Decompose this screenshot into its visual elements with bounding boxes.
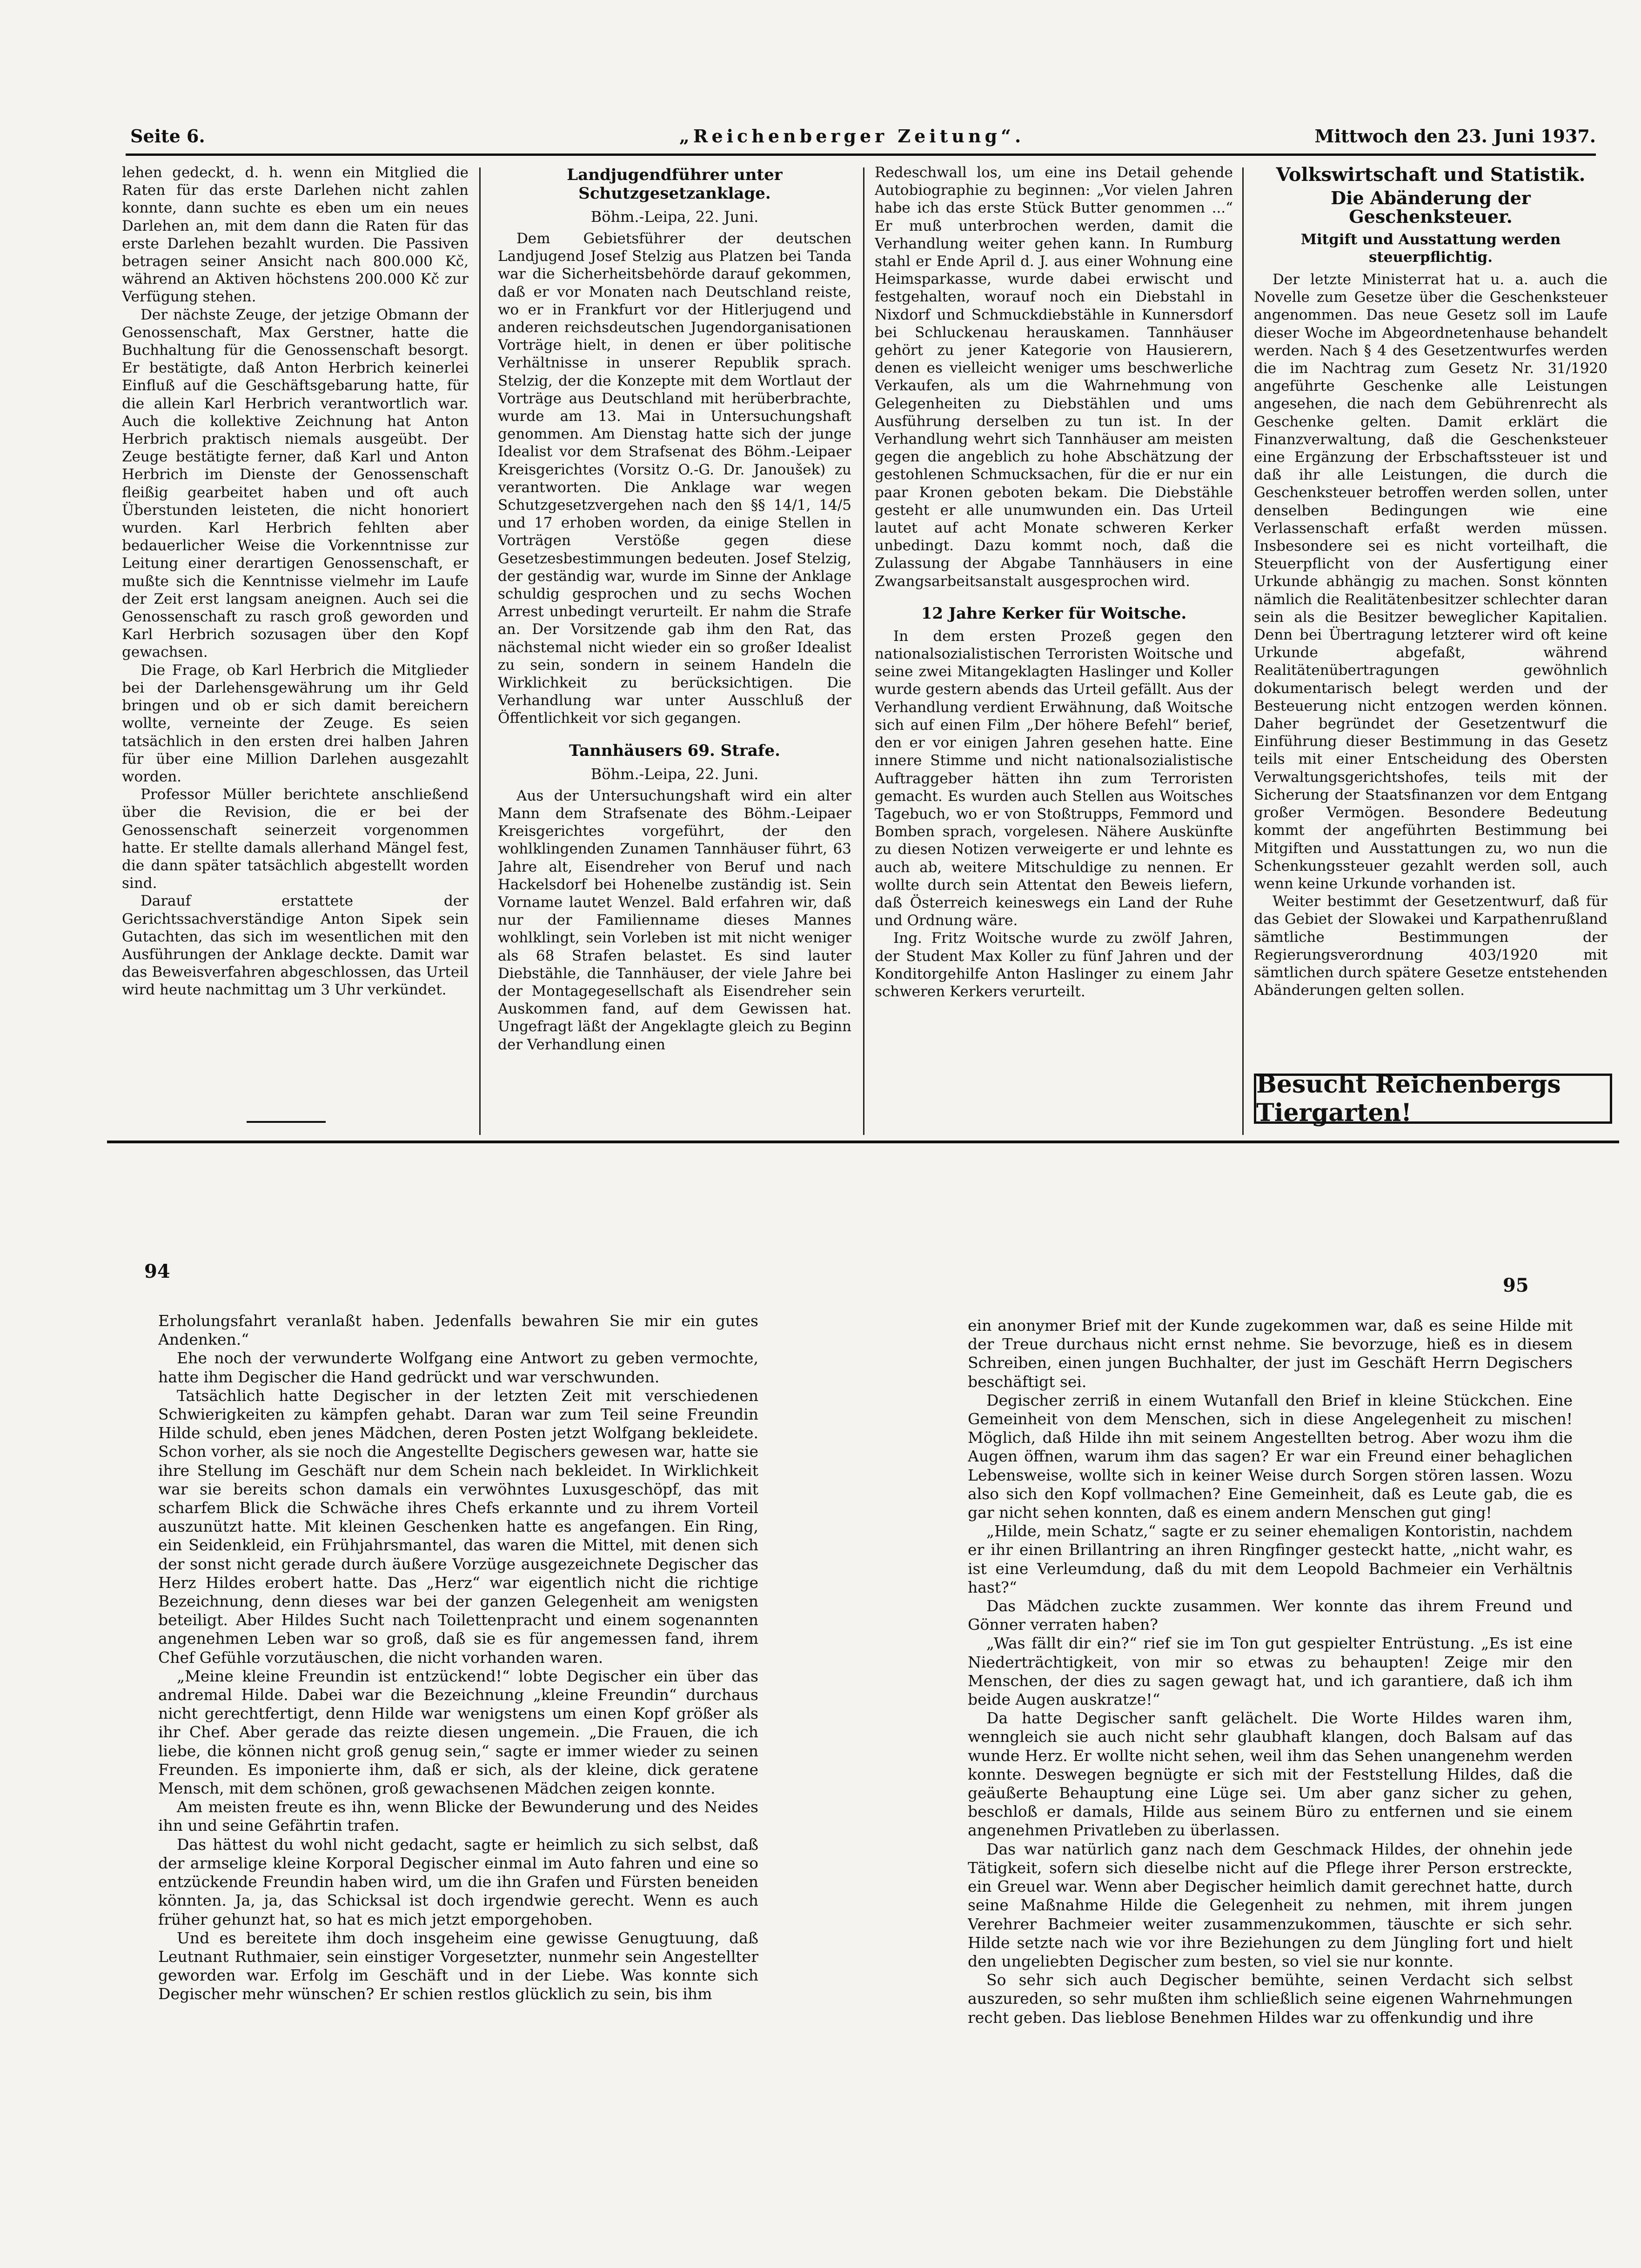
column-3 xyxy=(875,164,1233,1117)
col3-paragraph: In dem ersten Prozeß gegen den nationalsozialistischen Terroristen Woitsche und seine zwei Mitangeklagten Haslinger und Koller wurde gestern abends das Urteil gefällt. Aus der Verhandlung verdient Erwähnung, daß Woitsche sich auf einen Film „Der höhere Befehl“ berief, den er vor einigen Jahren gesehen hatte. Eine innere Stimme und nicht nationalsozialistische Auftraggeber hätten ihn zum Terroristen gemacht. Es wurden auch Stellen aus Woitsches Tagebuch, wo er von Stoßtrupps, Femmord und Bomben sprach, vorgelesen. Nähere Auskünfte zu diesen Notizen verweigerte er und lehnte es auch ab, weitere Mitschuldige zu nennen. Er wollte durch sein Attentat den Beweis liefern, daß Österreich keineswegs ein Land der Ruhe und Ordnung wäre. xyxy=(875,627,1233,929)
novel-paragraph: Und es bereitete ihm doch insgeheim eine gewisse Genugtuung, daß Leutnant Ruthmaier, sein einstiger Vorgesetzter, nunmehr sein Angestellter geworden war. Erfolg im Geschäft und in der Liebe. Was konnte sich Degischer mehr wünschen? Er schien restlos glücklich zu sein, bis ihm xyxy=(158,1928,758,2003)
col3-paragraph: Redeschwall los, um eine ins Detail gehende Autobiographie zu beginnen: „Vor vielen Jahren habe ich das erste Stück Butter genommen ...“ Er muß unterbrochen werden, damit die Verhandlung weiter gehen kann. In Rumburg stahl er Ende April d. J. aus einer Wohnung eine Heimsparkasse, wurde dabei erwischt und festgehalten, worauf noch ein Diebstahl in Nixdorf und Schmuckdiebstähle in Kunnersdorf bei Schluckenau herauskamen. Tannhäuser gehört zu jener Kategorie von Hausierern, denen es vielleicht weniger ums beschwerliche Verkaufen, als um die Wahrnehmung von Gelegenheiten zu Diebstählen und ums Ausführung derselben zu tun ist. In der Verhandlung wehrt sich Tannhäuser am meisten gegen die angeblich zu hohe Abschätzung der gestohlenen Schmucksachen, für die er nur ein paar Kronen geboten bekam. Die Diebstähle gesteht er alle unumwunden ein. Das Urteil lautet auf acht Monate schweren Kerker unbedingt. Dazu kommt noch, daß die Zulassung der Abgabe Tannhäusers in eine Zwangsarbeitsanstalt ausgesprochen wird. xyxy=(875,164,1233,590)
novel-left-page xyxy=(158,1312,758,2186)
novel-paragraph: Tatsächlich hatte Degischer in der letzten Zeit mit verschiedenen Schwierigkeiten zu kämpfen gehabt. Daran war zum Teil seine Freundin Hilde schuld, eben jenes Mädchen, deren Posten jetzt Wolfgang bekleidete. Schon vorher, als sie noch die Angestellte Degischers gewesen war, hatte sie ihre Stellung im Geschäft nur dem Schein nach bekleidet. In Wirklichkeit war sie bereits schon damals ein verwöhntes Luxusgeschöpf, das mit scharfem Blick die Schwäche ihres Chefs erkannte und zu ihrem Vorteil auszunützt hatte. Mit kleinen Geschenken hatte es angefangen. Ein Ring, ein Seidenkleid, ein Frühjahrsmantel, das waren die Mittel, mit denen sich der sonst nicht gerade durch äußere Vorzüge ausgezeichnete Degischer das Herz Hildes erobert hatte. Das „Herz“ war eigentlich nicht die richtige Bezeichnung, denn dieses war bei der ganzen Gelegenheit am wenigsten beteiligt. Aber Hildes Sucht nach Toilettenpracht und einem sogenannten angenehmen Leben war so groß, daß sie es für angemessen fand, ihrem Chef Gefühle vorzutäuschen, die nicht vorhanden waren. xyxy=(158,1386,758,1667)
col1-paragraph: lehen gedeckt, d. h. wenn ein Mitglied die Raten für das erste Darlehen nicht zahlen konnte, dann suchte es eben um ein neues Darlehen an, mit dem dann die Raten für das erste Darlehen bezahlt wurden. Die Passiven betragen seiner Ansicht nach 800.000 Kč, während an Aktiven höchstens 200.000 Kč zur Verfügung stehen. xyxy=(122,164,469,306)
issue-date: Mittwoch den 23. Juni 1937. xyxy=(1314,126,1596,147)
ad-text: Besucht Reichenbergs Tiergarten! xyxy=(1256,1070,1561,1127)
novel-paragraph: „Meine kleine Freundin ist entzückend!“ lobte Degischer ein über das andremal Hilde. Dabei war die Bezeichnung „kleine Freundin“ durchaus nicht gerechtfertigt, denn Hilde war wenigstens um einen Kopf größer als ihr Chef. Aber gerade das reizte diesen ungemein. „Die Frauen, die ich liebe, die können nicht groß genug sein,“ sagte er immer wieder zu seinen Freunden. Es imponierte ihm, daß er sich, als der kleine, dick geratene Mensch, mit dem schönen, groß gewachsenen Mädchen zeigen konnte. xyxy=(158,1667,758,1798)
novel-paragraph: ein anonymer Brief mit der Kunde zugekommen war, daß es seine Hilde mit der Treue durchaus nicht ernst nehme. Sie bevorzuge, hieß es in diesem Schreiben, einen jungen Buchhalter, der just im Geschäft Herrn Degischers beschäftigt sei. xyxy=(968,1316,1573,1391)
column-rule-1 xyxy=(479,167,481,1135)
novel-paragraph: Degischer zerriß in einem Wutanfall den Brief in kleine Stückchen. Eine Gemeinheit von dem Menschen, sich in diese Angelegenheit zu mischen! Möglich, daß Hilde ihn mit seinem Angestellten betrog. Aber wozu ihm die Augen öffnen, warum ihm das sagen? Er war ein Freund einer behaglichen Lebensweise, wollte sich in keiner Weise durch Sorgen stören lassen. Wozu also sich den Kopf vollmachen? Eine Gemeinheit, daß es Leute gab, die es gar nicht sehen konnten, daß es einem andern Menschen gut ging! xyxy=(968,1391,1573,1522)
article-headline: 12 Jahre Kerker für Woitsche. xyxy=(921,604,1187,623)
column-1 xyxy=(122,164,469,1117)
header-rule xyxy=(126,153,1596,156)
page-header xyxy=(130,122,1596,154)
novel-paragraph: Da hatte Degischer sanft gelächelt. Die Worte Hildes waren ihm, wenngleich sie auch nicht sehr glaubhaft klangen, doch Balsam auf das wunde Herz. Er wollte nicht sehen, weil ihm das Sehen unangenehm werden konnte. Deswegen begnügte er sich mit der Feststellung Hildes, daß die geäußerte Behauptung eine Lüge sei. Um aber ganz sicher zu gehen, beschloß er damals, Hilde aus seinem Büro zu entfernen und sie einem angenehmen Privatleben zu überlassen. xyxy=(968,1709,1573,1840)
column-4 xyxy=(1254,164,1608,1047)
novel-paragraph: „Hilde, mein Schatz,“ sagte er zu seiner ehemaligen Kontoristin, nachdem er ihr einen Brillantring an ihren Ringfinger gesteckt hatte, „nicht wahr, es ist eine Verleumdung, daß du mit dem Leopold Bachmeier ein Verhältnis hast?“ xyxy=(968,1522,1573,1596)
article-headline: Tannhäusers 69. Strafe. xyxy=(569,741,780,760)
column-rule-3 xyxy=(1242,167,1244,1135)
col4-paragraph: Der letzte Ministerrat hat u. a. auch die Novelle zum Gesetze über die Geschenksteuer angenommen. Das neue Gesetz soll im Laufe dieser Woche im Abgeordnetenhause behandelt werden. Nach § 4 des Gesetzentwurfes werden die im Nachtrag zum Gesetz Nr. 31/1920 angeführte Geschenke alle Leistungen angesehen, die nach dem Gebührenrecht als Geschenke gelten. Damit erklärt die Finanzverwaltung, daß die Geschenksteuer eine Ergänzung der Erbschaftssteuer ist und daß ihr alle Leistungen, die durch die Geschenksteuer betroffen werden sollen, unter denselben Bedingungen wie eine Verlassenschaft erfaßt werden müssen. Insbesondere sei es nicht vorteilhaft, die Steuerpflicht von der Ausfertigung einer Urkunde abhängig zu machen. Sonst könnten nämlich die Realitätenbesitzer schlechter daran sein als die Besitzer beweglicher Kapitalien. Denn bei Übertragung letzterer wird oft keine Urkunde abgefaßt, während Realitätenübertragungen gewöhnlich dokumentarisch belegt werden und der Besteuerung nicht entzogen werden können. Daher begründet der Gesetzentwurf die Einführung dieser Bestimmung in das Gesetz teils mit einer Entscheidung des Obersten Verwaltungsgerichtshofes, teils mit der Sicherung der Staatsfinanzen vor dem Entgang großer Vermögen. Besondere Bedeutung kommt der angeführten Bestimmung bei Mitgiften und Ausstattungen zu, wo nun die Schenkungssteuer gezahlt werden soll, auch wenn keine Urkunde vorhanden ist. xyxy=(1254,271,1608,892)
novel-right-page xyxy=(968,1316,1573,2191)
section-separator xyxy=(107,1141,1619,1143)
novel-paragraph: Das war natürlich ganz nach dem Geschmack Hildes, der ohnehin jede Tätigkeit, sofern sich dieselbe nicht auf die Pflege ihrer Person erstreckte, ein Greuel war. Wenn aber Degischer heimlich damit gerechnet hatte, durch seine Maßnahme Hilde die Gelegenheit zu nehmen, mit ihrem jungen Verehrer Bachmeier weiter zusammenzukommen, täuschte er sich sehr. Hilde setzte nach wie vor ihre Beziehungen zu dem Jüngling fort und hielt den ungeliebten Degischer zum besten, so viel sie nur konnte. xyxy=(968,1840,1573,1970)
novel-paragraph: Erholungsfahrt veranlaßt haben. Jedenfalls bewahren Sie mir ein gutes Andenken.“ xyxy=(158,1312,758,1349)
novel-page-number-right: 95 xyxy=(1503,1274,1529,1296)
article-headline: Landjugendführer unter Schutzgesetzanklage. xyxy=(567,166,783,203)
col3-paragraph: Ing. Fritz Woitsche wurde zu zwölf Jahren, der Student Max Koller zu fünf Jahren und der Konditorgehilfe Anton Haslinger zu einem Jahr schweren Kerkers verurteilt. xyxy=(875,930,1233,1000)
page-label: Seite 6. xyxy=(130,126,205,147)
column-2 xyxy=(498,164,851,1131)
col1-paragraph: Professor Müller berichtete anschließend über die Revision, die er bei der Genossenschaft seinerzeit vorgenommen hatte. Er stellte damals allerhand Mängel fest, die dann später tatsächlich abgestellt worden sind. xyxy=(122,786,469,892)
section-title: Volkswirtschaft und Statistik. xyxy=(1276,164,1586,186)
column-rule-2 xyxy=(863,167,864,1135)
article-subheadline: Mitgift und Ausstattung werden steuerpflichtig. xyxy=(1300,231,1561,266)
novel-page-number-left: 94 xyxy=(144,1261,170,1282)
col1-end-rule xyxy=(247,1121,326,1123)
novel-paragraph: So sehr sich auch Degischer bemühte, seinen Verdacht sich selbst auszureden, so sehr mußten ihm schließlich seine eigenen Wahrnehmungen recht geben. Das lieblose Benehmen Hildes war zu offenkundig und ihre xyxy=(968,1971,1573,2027)
col1-paragraph: Darauf erstattete der Gerichtssachverständige Anton Sipek sein Gutachten, das sich im wesentlichen mit den Ausführungen der Anklage deckte. Damit war das Beweisverfahren abgeschlossen, das Urteil wird heute nachmittag um 3 Uhr verkündet. xyxy=(122,893,469,999)
novel-paragraph: Das Mädchen zuckte zusammen. Wer konnte das ihrem Freund und Gönner verraten haben? xyxy=(968,1597,1573,1634)
novel-paragraph: Ehe noch der verwunderte Wolfgang eine Antwort zu geben vermochte, hatte ihm Degischer die Hand gedrückt und war verschwunden. xyxy=(158,1349,758,1386)
novel-paragraph: Am meisten freute es ihn, wenn Blicke der Bewunderung und des Neides ihn und seine Gefährtin trafen. xyxy=(158,1798,758,1835)
col4-paragraph: Weiter bestimmt der Gesetzentwurf, daß für das Gebiet der Slowakei und Karpathenrußland sämtliche Bestimmungen der Regierungsverordnung 403/1920 mit sämtlichen durch spätere Gesetze entstehenden Abänderungen gelten sollen. xyxy=(1254,893,1608,999)
article-dateline: Böhm.-Leipa, 22. Juni. xyxy=(590,208,759,226)
col2-paragraph: Aus der Untersuchungshaft wird ein alter Mann dem Strafsenate des Böhm.-Leipaer Kreisgerichtes vorgeführt, der den wohlklingenden Zunamen Tannhäuser führt, 63 Jahre alt, Eisendreher von Beruf und nach Hackelsdorf bei Hohenelbe zuständig ist. Sein Vorname lautet Wenzel. Bald erfahren wir, daß nur der Familienname dieses Mannes wohlklingt, sein Vorleben ist mit nicht weniger als 68 Strafen belastet. Es sind lauter Diebstähle, die Tannhäuser, der viele Jahre bei der Montagegesellschaft als Eisendreher sein Auskommen fand, auf dem Gewissen hat. Ungefragt läßt der Angeklagte gleich zu Beginn der Verhandlung einen xyxy=(498,787,851,1053)
col2-paragraph: Dem Gebietsführer der deutschen Landjugend Josef Stelzig aus Platzen bei Tanda war die Sicherheitsbehörde darauf gekommen, daß er vor Monaten nach Deutschland reiste, wo er in Frankfurt vor der Hitlerjugend und anderen reichsdeutschen Jugendorganisationen Vorträge hielt, in denen er über politische Verhältnisse in unserer Republik sprach. Stelzig, der die Konzepte mit dem Wortlaut der Vorträge aus Deutschland mit herüberbrachte, wurde am 13. Mai in Untersuchungshaft genommen. Am Dienstag hatte sich der junge Idealist vor dem Strafsenat des Böhm.-Leipaer Kreisgerichtes (Vorsitz O.-G. Dr. Janoušek) zu verantworten. Die Anklage war wegen Schutzgesetzvergehen nach den §§ 14/1, 14/5 und 17 erhoben worden, da einige Stellen in Vorträgen Verstöße gegen diese Gesetzesbestimmungen bedeuten. Josef Stelzig, der geständig war, wurde im Sinne der Anklage schuldig gesprochen und zu sechs Wochen Arrest unbedingt verurteilt. Er nahm die Strafe an. Der Vorsitzende gab ihm den Rat, das nächstemal nicht wieder ein so großer Idealist zu sein, sondern in seinem Handeln die Wirklichkeit zu berücksichtigen. Die Verhandlung war unter Ausschluß der Öffentlichkeit vor sich gegangen. xyxy=(498,230,851,727)
novel-paragraph: Das hättest du wohl nicht gedacht, sagte er heimlich zu sich selbst, daß der armselige kleine Korporal Degischer einmal im Auto fahren und eine so entzückende Freundin haben wird, um die ihn Grafen und Fürsten beneiden könnten. Ja, ja, das Schicksal ist doch irgendwie gerecht. Wenn es auch früher gehunzt hat, so hat es mich jetzt emporgehoben. xyxy=(158,1835,758,1928)
novel-paragraph: „Was fällt dir ein?“ rief sie im Ton gut gespielter Entrüstung. „Es ist eine Niederträchtigkeit, von mir so etwas zu behaupten! Zeige mir den Menschen, der dies zu sagen gewagt hat, und ich garantiere, daß ich ihm beide Augen auskratze!“ xyxy=(968,1634,1573,1709)
newspaper-title: „Reichenberger Zeitung“. xyxy=(679,126,1025,147)
tiergarten-ad xyxy=(1254,1070,1612,1127)
col1-paragraph: Der nächste Zeuge, der jetzige Obmann der Genossenschaft, Max Gerstner, hatte die Buchhaltung für die Genossenschaft besorgt. Er bestätigte, daß Anton Herbrich keinerlei Einfluß auf die Geschäftsgebarung hatte, für die allein Karl Herbrich verantwortlich war. Auch die kollektive Zeichnung hat Anton Herbrich praktisch niemals ausgeübt. Der Zeuge bestätigte ferner, daß Karl und Anton Herbrich im Dienste der Genossenschaft fleißig gearbeitet haben und oft auch Überstunden leisteten, die nicht honoriert wurden. Karl Herbrich fehlten aber bedauerlicher Weise die Vorkenntnisse zur Leitung einer derartigen Genossenschaft, er mußte sich die Kenntnisse vielmehr im Laufe der Zeit erst langsam aneignen. Auch sei die Genossenschaft zu rasch groß geworden und Karl Herbrich sozusagen über den Kopf gewachsen. xyxy=(122,306,469,661)
article-headline: Die Abänderung der Geschenksteuer. xyxy=(1331,187,1531,227)
article-dateline: Böhm.-Leipa, 22. Juni. xyxy=(590,765,759,783)
col1-paragraph: Die Frage, ob Karl Herbrich die Mitglieder bei der Darlehensgewährung um ihr Geld bringen und ob er sich damit bereichern wollte, verneinte der Zeuge. Es seien tatsächlich in den ersten drei halben Jahren für über eine Million Darlehen ausgezahlt worden. xyxy=(122,661,469,785)
